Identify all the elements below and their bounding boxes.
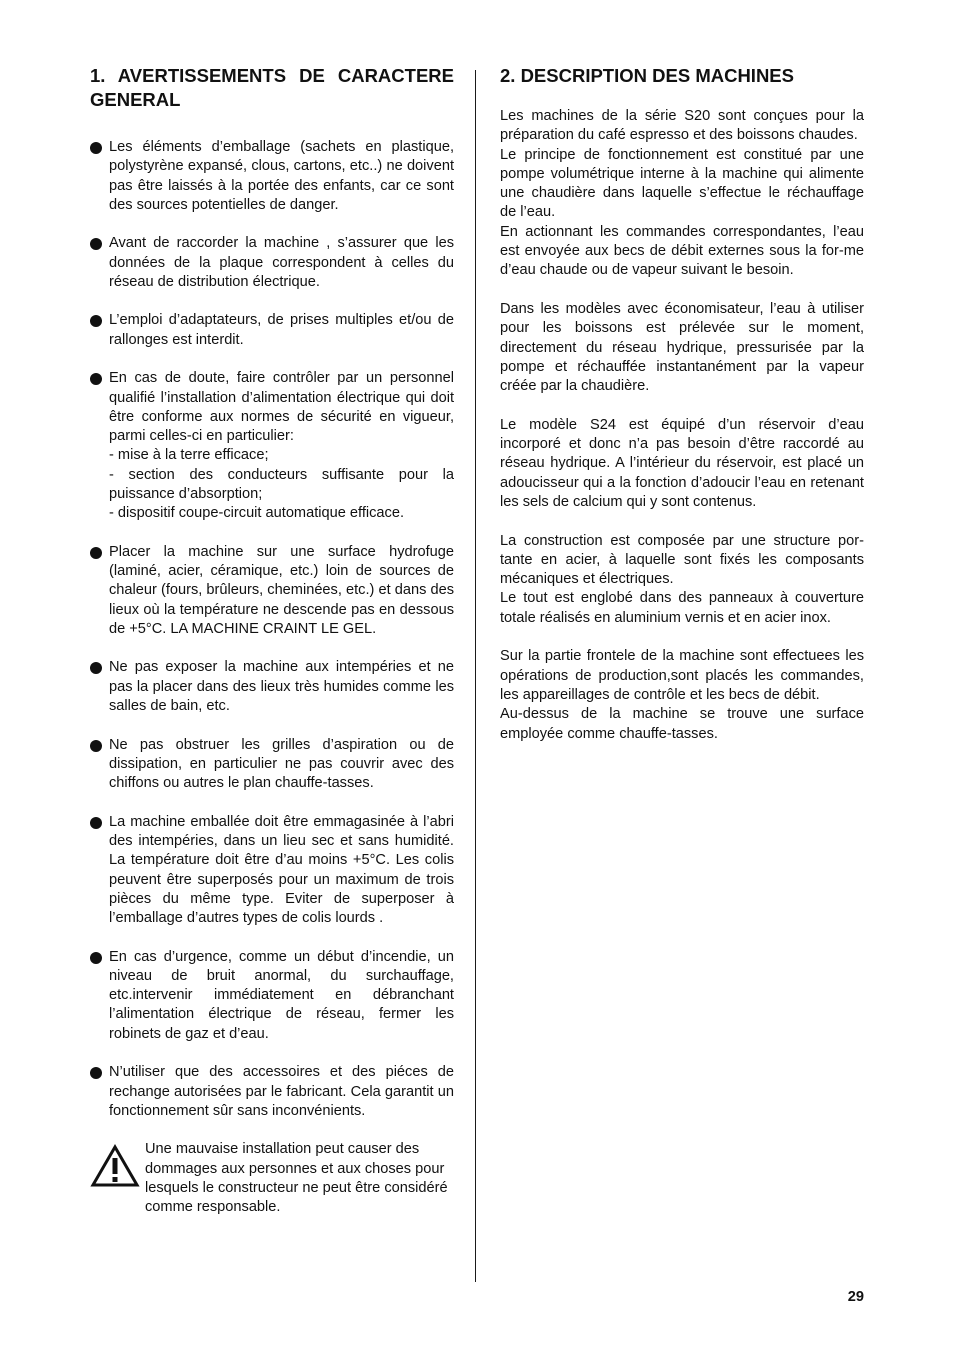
left-column (90, 64, 454, 1218)
list-item (90, 234, 454, 292)
paragraph-line: En actionnant les commandes correspondantes, l’eau est envoyée aux becs de débit externes sous la for-me d’eau chaude ou de vapeur suivant le besoin. (500, 223, 864, 279)
section-heading-description: 2. DESCRIPTION DES MACHINES (500, 65, 794, 86)
list-item-text: Les éléments d’emballage (sachets en plastique, polystyrène expansé, clous, cartons, etc..) ne doivent pas être laissés à la portée des enfants, car ce sont des sources potentielles de danger. (109, 139, 454, 213)
list-item-text: Ne pas exposer la machine aux intempéries et ne pas la placer dans des lieux très humides comme les salles de bain, etc. (109, 659, 454, 715)
right-column (500, 64, 864, 763)
paragraph (500, 647, 864, 743)
list-item-text: N’utiliser que des accessoires et des piéces de rechange autorisées par le fabricant. Cela garantit un fonctionnement sûr sans inconvénients. (109, 1064, 454, 1119)
list-item (90, 369, 454, 523)
list-item-text: Placer la machine sur une surface hydrofuge (laminé, acier, céramique, etc.) loin de sources de chaleur (fours, brûleurs, cheminées, etc.) et dans des lieux où la température ne descende pas en dessous de +5°C. LA MACHINE CRAINT LE GEL. (109, 543, 454, 637)
paragraph-line: Le tout est englobé dans des panneaux à couverture totale réalisés en aluminium vernis et en acier inox. (500, 590, 864, 626)
list-item-text: La machine emballée doit être emmagasinée à l’abri des intempéries, dans un lieu sec et sans humidité. La température doit être d’au moins +5°C. Les colis peuvent être superposés pour un maximum de trois pièces du même type. Eviter de superposer à l’emballage d’autres types de colis lourds . (109, 813, 454, 927)
list-item-subline: - section des conducteurs suffisante pour la puissance d’absorption; (109, 466, 454, 503)
description-body (500, 107, 864, 744)
list-item-text: En cas de doute, faire contrôler par un personnel qualifié l’installation d’alimentation électrique qui doit être conforme aux normes de sécurité en vigueur, parmi celles-ci en particulier: (109, 370, 454, 445)
list-item (90, 658, 454, 716)
paragraph-line: Dans les modèles avec économisateur, l’eau à utiliser pour les boissons est prélevée sur le moment, directement du réseau hydrique, pressurisée par la pompe et réchauffée instantanément par la vapeur créée par la chaudière. (500, 300, 864, 395)
warning-note (90, 1140, 454, 1217)
list-item (90, 948, 454, 1044)
list-item-text: Ne pas obstruer les grilles d’aspiration ou de dissipation, en particulier ne pas couvrir avec des chiffons ou autres le plan chauffe-tasses. (109, 736, 454, 792)
paragraph-line: Sur la partie frontele de la machine sont effectuees les opérations de production,sont placés les commandes, les appareillages de contrôle et les becs de débit. (500, 648, 864, 703)
section-heading-warnings: 1. AVERTISSEMENTS DE CARACTERE GENERAL (90, 65, 454, 110)
paragraph-line: La construction est composée par une structure por-tante en acier, à laquelle sont fixés les composants mécaniques et électriques. (500, 532, 864, 588)
bullet-dot-icon (90, 740, 102, 752)
bullet-dot-icon (90, 315, 102, 327)
bullet-dot-icon (90, 238, 102, 250)
paragraph-line: Au-dessus de la machine se trouve une surface employée comme chauffe-tasses. (500, 706, 864, 742)
paragraph-line: Le modèle S24 est équipé d’un réservoir d’eau incorporé et donc n’a pas besoin d’être raccordé au réseau hydrique. A l’intérieur du réservoir, est placé un adoucisseur qui a la fonction d’adoucir l’eau en retenant les sels de calcium qui y sont contenus. (500, 416, 864, 510)
bullet-dot-icon (90, 662, 102, 674)
column-divider (475, 70, 476, 1282)
paragraph-line: Les machines de la série S20 sont conçues pour la préparation du café espresso et des boissons chaudes. (500, 108, 864, 144)
paragraph-line: Le principe de fonctionnement est constitué par une pompe volumétrique interne à la machine qui alimente une chaudière dans laquelle s’effectue le réchauffage de l’eau. (500, 146, 864, 221)
bullet-dot-icon (90, 373, 102, 385)
list-item-text: En cas d’urgence, comme un début d’incendie, un niveau de bruit anormal, du surchauffage, etc.intervenir immédiatement en débranchant l’alimentation électrique de réseau, fermer les robinets de gaz et d’eau. (109, 948, 454, 1042)
paragraph (500, 416, 864, 512)
list-item (90, 736, 454, 794)
paragraph (500, 107, 864, 281)
list-item-subline: - mise à la terre efficace; (109, 447, 269, 464)
warning-triangle-icon (90, 1144, 140, 1188)
list-item-subline: - dispositif coupe-circuit automatique efficace. (109, 505, 404, 522)
bullet-dot-icon (90, 547, 102, 559)
list-item (90, 543, 454, 639)
bullet-dot-icon (90, 1067, 102, 1079)
warnings-list (90, 138, 454, 1121)
warning-text: Une mauvaise installation peut causer des dommages aux personnes et aux choses pour lesquels le constructeur ne peut être considéré comme responsable. (145, 1141, 448, 1216)
list-item (90, 138, 454, 215)
page-number: 29 (847, 1289, 864, 1305)
list-item (90, 1063, 454, 1121)
paragraph (500, 300, 864, 396)
bullet-dot-icon (90, 817, 102, 829)
paragraph (500, 532, 864, 628)
list-item (90, 813, 454, 929)
list-item-text: L’emploi d’adaptateurs, de prises multiples et/ou de rallonges est interdit. (109, 312, 454, 348)
list-item (90, 311, 454, 350)
bullet-dot-icon (90, 952, 102, 964)
list-item-text: Avant de raccorder la machine , s’assurer que les données de la plaque correspondent à celles du réseau de distribution électrique. (109, 235, 454, 290)
bullet-dot-icon (90, 142, 102, 154)
